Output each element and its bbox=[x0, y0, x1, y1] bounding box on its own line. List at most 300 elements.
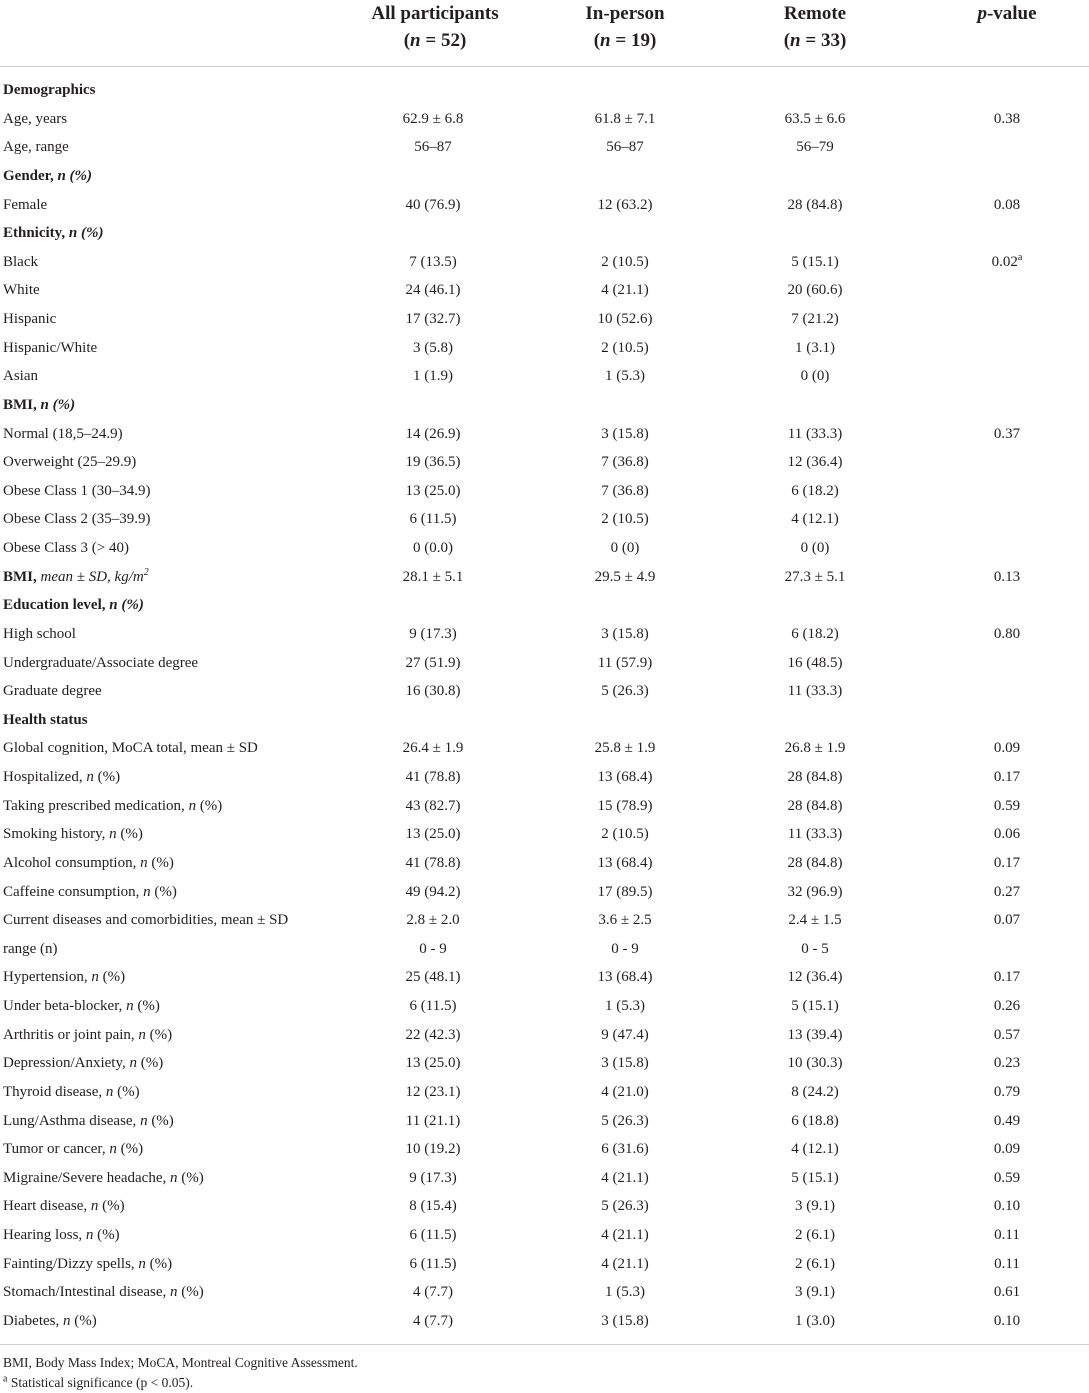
cell-pvalue-value: 0.11 bbox=[994, 1227, 1020, 1243]
cell-inperson-value: 2 (10.5) bbox=[601, 253, 649, 270]
cell-inperson-value: 5 (26.3) bbox=[601, 683, 649, 700]
cell-inperson-value: 3 (15.8) bbox=[601, 1312, 649, 1329]
cell-remote bbox=[715, 1307, 915, 1336]
cell-remote bbox=[715, 105, 915, 134]
cell-remote bbox=[715, 1078, 915, 1107]
table-header bbox=[0, 0, 1089, 67]
cell-pvalue bbox=[907, 1021, 1089, 1050]
cell-remote bbox=[715, 1278, 915, 1307]
row-label: Graduate degree bbox=[3, 683, 102, 700]
section-label: BMI, n (%) bbox=[3, 396, 76, 413]
cell-remote-value: 26.8 ± 1.9 bbox=[784, 740, 846, 757]
cell-inperson bbox=[525, 1307, 725, 1336]
cell-remote-value: 8 (24.2) bbox=[791, 1083, 839, 1100]
row-label: Global cognition, MoCA total, mean ± SD bbox=[3, 740, 258, 757]
row-label: Fainting/Dizzy spells, n (%) bbox=[3, 1255, 173, 1272]
cell-pvalue bbox=[907, 849, 1089, 878]
section-row bbox=[0, 706, 1089, 735]
cell-all-value: 8 (15.4) bbox=[409, 1198, 457, 1215]
table-row bbox=[0, 505, 1089, 534]
row-label: Hispanic bbox=[3, 311, 57, 327]
column-header-remote bbox=[710, 0, 920, 54]
row-label: Diabetes, n (%) bbox=[3, 1312, 97, 1329]
section-label: Gender, n (%) bbox=[3, 167, 93, 184]
cell-pvalue bbox=[907, 191, 1089, 220]
cell-remote bbox=[715, 563, 915, 592]
cell-all-value: 22 (42.3) bbox=[405, 1026, 461, 1043]
cell-inperson-value: 3.6 ± 2.5 bbox=[598, 912, 652, 929]
cell-inperson-value: 4 (21.1) bbox=[601, 1169, 649, 1186]
cell-all bbox=[333, 963, 533, 992]
cell-all-value: 10 (19.2) bbox=[405, 1141, 461, 1158]
section-label: Demographics bbox=[3, 82, 96, 98]
cell-remote bbox=[715, 1221, 915, 1250]
cell-pvalue-value: 0.10 bbox=[993, 1312, 1021, 1329]
cell-inperson bbox=[525, 1135, 725, 1164]
cell-remote bbox=[715, 276, 915, 305]
cell-pvalue bbox=[907, 878, 1089, 907]
cell-all bbox=[333, 620, 533, 649]
cell-inperson-value: 9 (47.4) bbox=[601, 1026, 649, 1043]
cell-inperson-value: 25.8 ± 1.9 bbox=[594, 740, 656, 757]
cell-inperson bbox=[525, 620, 725, 649]
row-label: High school bbox=[3, 625, 76, 642]
cell-inperson-value: 13 (68.4) bbox=[597, 969, 653, 986]
column-title: In-person bbox=[585, 3, 665, 24]
cell-remote-value: 12 (36.4) bbox=[787, 969, 843, 986]
cell-remote bbox=[715, 305, 915, 334]
cell-remote-value: 6 (18.2) bbox=[791, 482, 839, 499]
cell-remote-value: 27.3 ± 5.1 bbox=[784, 568, 846, 585]
column-n: (n = 52) bbox=[403, 30, 467, 51]
cell-pvalue bbox=[907, 1078, 1089, 1107]
column-title: p-value bbox=[977, 3, 1037, 24]
table-row bbox=[0, 1164, 1089, 1193]
cell-pvalue bbox=[907, 763, 1089, 792]
cell-pvalue bbox=[907, 248, 1089, 277]
cell-inperson-value: 2 (10.5) bbox=[601, 339, 649, 356]
cell-remote bbox=[715, 448, 915, 477]
cell-all-value: 3 (5.8) bbox=[413, 339, 453, 356]
cell-remote-value: 20 (60.6) bbox=[787, 282, 843, 299]
table-row bbox=[0, 1278, 1089, 1307]
row-label: Female bbox=[3, 196, 48, 213]
cell-inperson-value: 3 (15.8) bbox=[601, 425, 649, 442]
cell-all bbox=[333, 191, 533, 220]
cell-all-value: 41 (78.8) bbox=[405, 769, 461, 785]
cell-inperson-value: 29.5 ± 4.9 bbox=[594, 568, 656, 585]
cell-all bbox=[333, 362, 533, 391]
cell-inperson bbox=[525, 1107, 725, 1136]
cell-inperson-value: 56–87 bbox=[606, 139, 644, 156]
cell-pvalue-value: 0.08 bbox=[993, 196, 1021, 213]
cell-inperson-value: 2 (10.5) bbox=[601, 826, 649, 843]
cell-inperson bbox=[525, 563, 725, 592]
cell-all-value: 11 (21.1) bbox=[405, 1112, 461, 1129]
cell-inperson-value: 7 (36.8) bbox=[601, 454, 649, 471]
cell-remote-value: 5 (15.1) bbox=[791, 998, 839, 1014]
column-header-all bbox=[330, 0, 540, 54]
cell-all bbox=[333, 1135, 533, 1164]
cell-pvalue-value: 0.17 bbox=[993, 769, 1021, 785]
row-label: White bbox=[3, 282, 40, 299]
cell-remote-value: 28 (84.8) bbox=[787, 854, 843, 871]
cell-remote-value: 12 (36.4) bbox=[787, 454, 843, 471]
table-row bbox=[0, 849, 1089, 878]
cell-all-value: 24 (46.1) bbox=[405, 282, 461, 299]
cell-all-value: 43 (82.7) bbox=[405, 797, 461, 814]
row-label: Migraine/Severe headache, n (%) bbox=[3, 1169, 204, 1186]
cell-all-value: 49 (94.2) bbox=[405, 883, 461, 900]
section-label: Health status bbox=[3, 711, 88, 728]
cell-remote bbox=[715, 734, 915, 763]
row-label: Stomach/Intestinal disease, n (%) bbox=[3, 1284, 204, 1301]
cell-inperson-value: 13 (68.4) bbox=[597, 854, 653, 871]
cell-pvalue bbox=[907, 420, 1089, 449]
cell-all bbox=[333, 992, 533, 1021]
cell-remote-value: 0 - 5 bbox=[801, 940, 829, 957]
row-label: Obese Class 2 (35–39.9) bbox=[3, 511, 151, 528]
cell-remote bbox=[715, 362, 915, 391]
cell-inperson bbox=[525, 677, 725, 706]
cell-remote bbox=[715, 878, 915, 907]
cell-inperson-value: 17 (89.5) bbox=[597, 883, 653, 900]
cell-all bbox=[333, 1192, 533, 1221]
cell-remote-value: 0 (0) bbox=[800, 540, 830, 556]
cell-all-value: 4 (7.7) bbox=[413, 1284, 453, 1301]
cell-inperson-value: 15 (78.9) bbox=[597, 797, 653, 814]
row-label: Caffeine consumption, n (%) bbox=[3, 883, 177, 900]
cell-all bbox=[333, 820, 533, 849]
table-row bbox=[0, 878, 1089, 907]
cell-inperson bbox=[525, 734, 725, 763]
cell-remote-value: 11 (33.3) bbox=[787, 826, 843, 843]
cell-all-value: 12 (23.1) bbox=[405, 1083, 461, 1100]
cell-pvalue bbox=[907, 1278, 1089, 1307]
table-row bbox=[0, 105, 1089, 134]
section-row bbox=[0, 76, 1089, 105]
cell-all-value: 0 - 9 bbox=[419, 940, 447, 957]
cell-inperson bbox=[525, 1021, 725, 1050]
cell-inperson-value: 13 (68.4) bbox=[597, 769, 653, 785]
cell-inperson-value: 6 (31.6) bbox=[601, 1141, 649, 1158]
table-row bbox=[0, 1192, 1089, 1221]
cell-inperson-value: 1 (5.3) bbox=[605, 1284, 645, 1301]
cell-remote-value: 28 (84.8) bbox=[787, 769, 843, 785]
cell-all-value: 13 (25.0) bbox=[405, 482, 461, 499]
cell-pvalue bbox=[907, 620, 1089, 649]
cell-pvalue bbox=[907, 1221, 1089, 1250]
cell-remote bbox=[715, 992, 915, 1021]
cell-inperson bbox=[525, 362, 725, 391]
cell-remote bbox=[715, 1135, 915, 1164]
column-header-inperson bbox=[520, 0, 730, 54]
cell-pvalue-value: 0.17 bbox=[993, 854, 1021, 871]
cell-remote-value: 3 (9.1) bbox=[795, 1198, 835, 1215]
cell-remote-value: 3 (9.1) bbox=[795, 1284, 835, 1301]
row-label: Current diseases and comorbidities, mean ± SD bbox=[3, 912, 289, 929]
cell-inperson-value: 1 (5.3) bbox=[605, 368, 645, 385]
cell-remote bbox=[715, 935, 915, 964]
cell-all-value: 6 (11.5) bbox=[409, 511, 457, 528]
section-label: Ethnicity, n (%) bbox=[3, 225, 104, 242]
table-row bbox=[0, 935, 1089, 964]
cell-remote-value: 28 (84.8) bbox=[787, 196, 843, 213]
cell-inperson bbox=[525, 1221, 725, 1250]
cell-inperson bbox=[525, 420, 725, 449]
row-label: Age, range bbox=[3, 139, 69, 156]
cell-pvalue-value: 0.07 bbox=[993, 912, 1021, 929]
cell-pvalue bbox=[907, 963, 1089, 992]
cell-remote-value: 0 (0) bbox=[800, 368, 830, 385]
cell-remote bbox=[715, 534, 915, 563]
cell-pvalue-value: 0.59 bbox=[993, 1169, 1021, 1186]
column-header-pvalue bbox=[902, 0, 1089, 27]
cell-all-value: 56–87 bbox=[414, 139, 452, 156]
cell-all bbox=[333, 334, 533, 363]
cell-remote-value: 2.4 ± 1.5 bbox=[788, 912, 842, 929]
cell-pvalue bbox=[907, 563, 1089, 592]
cell-remote-value: 4 (12.1) bbox=[791, 511, 839, 528]
cell-all-value: 14 (26.9) bbox=[405, 425, 461, 442]
cell-pvalue bbox=[907, 1250, 1089, 1279]
row-label: Undergraduate/Associate degree bbox=[3, 654, 199, 671]
row-label: Heart disease, n (%) bbox=[3, 1198, 125, 1215]
cell-inperson bbox=[525, 1250, 725, 1279]
cell-pvalue bbox=[907, 1049, 1089, 1078]
cell-remote bbox=[715, 477, 915, 506]
table-row bbox=[0, 906, 1089, 935]
cell-all bbox=[333, 1107, 533, 1136]
cell-all bbox=[333, 849, 533, 878]
cell-pvalue-value: 0.79 bbox=[993, 1083, 1021, 1100]
table-row bbox=[0, 248, 1089, 277]
cell-all-value: 27 (51.9) bbox=[405, 654, 461, 671]
cell-remote-value: 32 (96.9) bbox=[787, 883, 843, 900]
cell-inperson bbox=[525, 133, 725, 162]
cell-all-value: 9 (17.3) bbox=[409, 625, 457, 642]
cell-pvalue-value: 0.10 bbox=[993, 1198, 1021, 1215]
row-label: Asian bbox=[3, 368, 38, 385]
table-row bbox=[0, 420, 1089, 449]
table-row bbox=[0, 448, 1089, 477]
row-label: Obese Class 3 (> 40) bbox=[3, 540, 129, 556]
cell-all bbox=[333, 305, 533, 334]
cell-remote-value: 10 (30.3) bbox=[787, 1055, 843, 1072]
cell-all-value: 13 (25.0) bbox=[405, 1055, 461, 1072]
cell-remote-value: 5 (15.1) bbox=[791, 1169, 839, 1186]
row-label: Taking prescribed medication, n (%) bbox=[3, 797, 223, 814]
table-body bbox=[0, 76, 1089, 1336]
section-row bbox=[0, 563, 1089, 592]
cell-all-value: 28.1 ± 5.1 bbox=[402, 568, 464, 585]
cell-all bbox=[333, 1021, 533, 1050]
cell-inperson bbox=[525, 1078, 725, 1107]
cell-inperson-value: 4 (21.1) bbox=[601, 1227, 649, 1243]
cell-pvalue-value: 0.27 bbox=[993, 883, 1021, 900]
cell-remote-value: 28 (84.8) bbox=[787, 797, 843, 814]
cell-remote bbox=[715, 133, 915, 162]
section-label: BMI, mean ± SD, $kg/m^2$ bbox=[3, 566, 149, 585]
cell-remote bbox=[715, 763, 915, 792]
cell-inperson-value: 12 (63.2) bbox=[597, 196, 653, 213]
cell-inperson bbox=[525, 935, 725, 964]
cell-inperson-value: 2 (10.5) bbox=[601, 511, 649, 528]
cell-pvalue-value: 0.06 bbox=[993, 826, 1021, 843]
table-row bbox=[0, 334, 1089, 363]
table-row bbox=[0, 133, 1089, 162]
cell-inperson bbox=[525, 1049, 725, 1078]
table-row bbox=[0, 1049, 1089, 1078]
cell-remote bbox=[715, 1250, 915, 1279]
cell-inperson bbox=[525, 334, 725, 363]
cell-remote bbox=[715, 649, 915, 678]
cell-remote bbox=[715, 620, 915, 649]
cell-pvalue bbox=[907, 1307, 1089, 1336]
cell-remote-value: 1 (3.0) bbox=[795, 1312, 835, 1329]
table-row bbox=[0, 534, 1089, 563]
table-row bbox=[0, 1021, 1089, 1050]
cell-inperson-value: 61.8 ± 7.1 bbox=[594, 110, 656, 127]
cell-remote-value: 7 (21.2) bbox=[791, 311, 839, 327]
cell-inperson bbox=[525, 820, 725, 849]
cell-all-value: 6 (11.5) bbox=[409, 998, 457, 1014]
cell-inperson bbox=[525, 305, 725, 334]
cell-pvalue-value: 0.11 bbox=[994, 1255, 1020, 1272]
cell-remote bbox=[715, 677, 915, 706]
cell-all-value: 2.8 ± 2.0 bbox=[406, 912, 460, 929]
cell-remote bbox=[715, 1049, 915, 1078]
cell-all bbox=[333, 105, 533, 134]
row-label: Hispanic/White bbox=[3, 339, 98, 356]
cell-all-value: 40 (76.9) bbox=[405, 196, 461, 213]
cell-all-value: 62.9 ± 6.8 bbox=[402, 110, 464, 127]
cell-all bbox=[333, 1049, 533, 1078]
abbreviations-note: BMI, Body Mass Index; MoCA, Montreal Cognitive Assessment. bbox=[3, 1355, 358, 1370]
row-label: Overweight (25–29.9) bbox=[3, 454, 137, 471]
cell-remote-value: 6 (18.8) bbox=[791, 1112, 839, 1129]
table-row bbox=[0, 677, 1089, 706]
section-row bbox=[0, 391, 1089, 420]
cell-remote bbox=[715, 1192, 915, 1221]
table-row bbox=[0, 963, 1089, 992]
cell-pvalue-value: 0.61 bbox=[993, 1284, 1021, 1301]
table-row bbox=[0, 620, 1089, 649]
cell-all-value: 9 (17.3) bbox=[409, 1169, 457, 1186]
cell-all-value: 0 (0.0) bbox=[413, 540, 453, 556]
cell-inperson bbox=[525, 878, 725, 907]
cell-pvalue bbox=[907, 734, 1089, 763]
table-row bbox=[0, 305, 1089, 334]
cell-all-value: 7 (13.5) bbox=[409, 253, 457, 270]
cell-all bbox=[333, 1221, 533, 1250]
cell-inperson bbox=[525, 763, 725, 792]
cell-pvalue bbox=[907, 105, 1089, 134]
cell-pvalue bbox=[907, 1192, 1089, 1221]
cell-remote bbox=[715, 963, 915, 992]
cell-pvalue-value: 0.37 bbox=[993, 425, 1021, 442]
cell-inperson bbox=[525, 849, 725, 878]
row-label: Depression/Anxiety, n (%) bbox=[3, 1055, 164, 1072]
cell-pvalue-value: 0.23 bbox=[993, 1055, 1021, 1072]
cell-all bbox=[333, 1278, 533, 1307]
table-row bbox=[0, 1078, 1089, 1107]
cell-inperson bbox=[525, 1192, 725, 1221]
cell-remote bbox=[715, 820, 915, 849]
row-label: Age, years bbox=[3, 110, 68, 127]
row-label: Hearing loss, n (%) bbox=[3, 1227, 120, 1243]
table-row bbox=[0, 477, 1089, 506]
cell-remote-value: 2 (6.1) bbox=[795, 1227, 835, 1243]
cell-all bbox=[333, 763, 533, 792]
cell-inperson-value: 1 (5.3) bbox=[605, 998, 645, 1014]
column-n: (n = 19) bbox=[593, 30, 657, 51]
row-label: Tumor or cancer, n (%) bbox=[3, 1141, 144, 1158]
table-row bbox=[0, 276, 1089, 305]
cell-pvalue bbox=[907, 792, 1089, 821]
cell-inperson-value: 3 (15.8) bbox=[601, 1055, 649, 1072]
cell-remote bbox=[715, 849, 915, 878]
cell-all bbox=[333, 563, 533, 592]
cell-remote-value: 11 (33.3) bbox=[787, 683, 843, 700]
cell-all bbox=[333, 1164, 533, 1193]
cell-pvalue-value: 0.26 bbox=[993, 998, 1021, 1014]
cell-remote-value: 63.5 ± 6.6 bbox=[784, 110, 846, 127]
cell-inperson bbox=[525, 963, 725, 992]
cell-pvalue bbox=[907, 906, 1089, 935]
cell-inperson bbox=[525, 191, 725, 220]
cell-inperson bbox=[525, 448, 725, 477]
cell-pvalue-value: 0.59 bbox=[993, 797, 1021, 814]
table-row bbox=[0, 820, 1089, 849]
row-label: Arthritis or joint pain, n (%) bbox=[3, 1026, 173, 1043]
cell-all bbox=[333, 1078, 533, 1107]
table-row bbox=[0, 1135, 1089, 1164]
cell-all bbox=[333, 677, 533, 706]
cell-pvalue-value: 0.09 bbox=[993, 740, 1021, 757]
row-label: Obese Class 1 (30–34.9) bbox=[3, 482, 151, 499]
table-row bbox=[0, 191, 1089, 220]
table-row bbox=[0, 1107, 1089, 1136]
cell-remote-value: 2 (6.1) bbox=[795, 1255, 835, 1272]
cell-pvalue-value: 0.49 bbox=[993, 1112, 1021, 1129]
cell-inperson bbox=[525, 276, 725, 305]
cell-pvalue-value: 0.17 bbox=[993, 969, 1021, 986]
cell-remote bbox=[715, 1164, 915, 1193]
row-label: Normal (18,5–24.9) bbox=[3, 425, 123, 442]
row-label: Hypertension, n (%) bbox=[3, 969, 126, 986]
cell-all-value: 4 (7.7) bbox=[413, 1312, 453, 1329]
cell-all-value: 26.4 ± 1.9 bbox=[402, 740, 464, 757]
cell-all bbox=[333, 505, 533, 534]
cell-pvalue bbox=[907, 1135, 1089, 1164]
column-title: All participants bbox=[371, 3, 499, 24]
table-row bbox=[0, 1250, 1089, 1279]
cell-remote-value: 11 (33.3) bbox=[787, 425, 843, 442]
cell-pvalue bbox=[907, 1107, 1089, 1136]
cell-all-value: 41 (78.8) bbox=[405, 854, 461, 871]
section-row bbox=[0, 162, 1089, 191]
table-row bbox=[0, 1221, 1089, 1250]
table-row bbox=[0, 362, 1089, 391]
table-notes bbox=[3, 1353, 1083, 1393]
significance-text: Statistical significance (p < 0.05). bbox=[10, 1375, 194, 1390]
cell-pvalue-value: 0.09 bbox=[993, 1141, 1021, 1158]
cell-remote bbox=[715, 420, 915, 449]
row-label: Thyroid disease, n (%) bbox=[3, 1083, 140, 1100]
cell-inperson bbox=[525, 248, 725, 277]
cell-inperson bbox=[525, 906, 725, 935]
